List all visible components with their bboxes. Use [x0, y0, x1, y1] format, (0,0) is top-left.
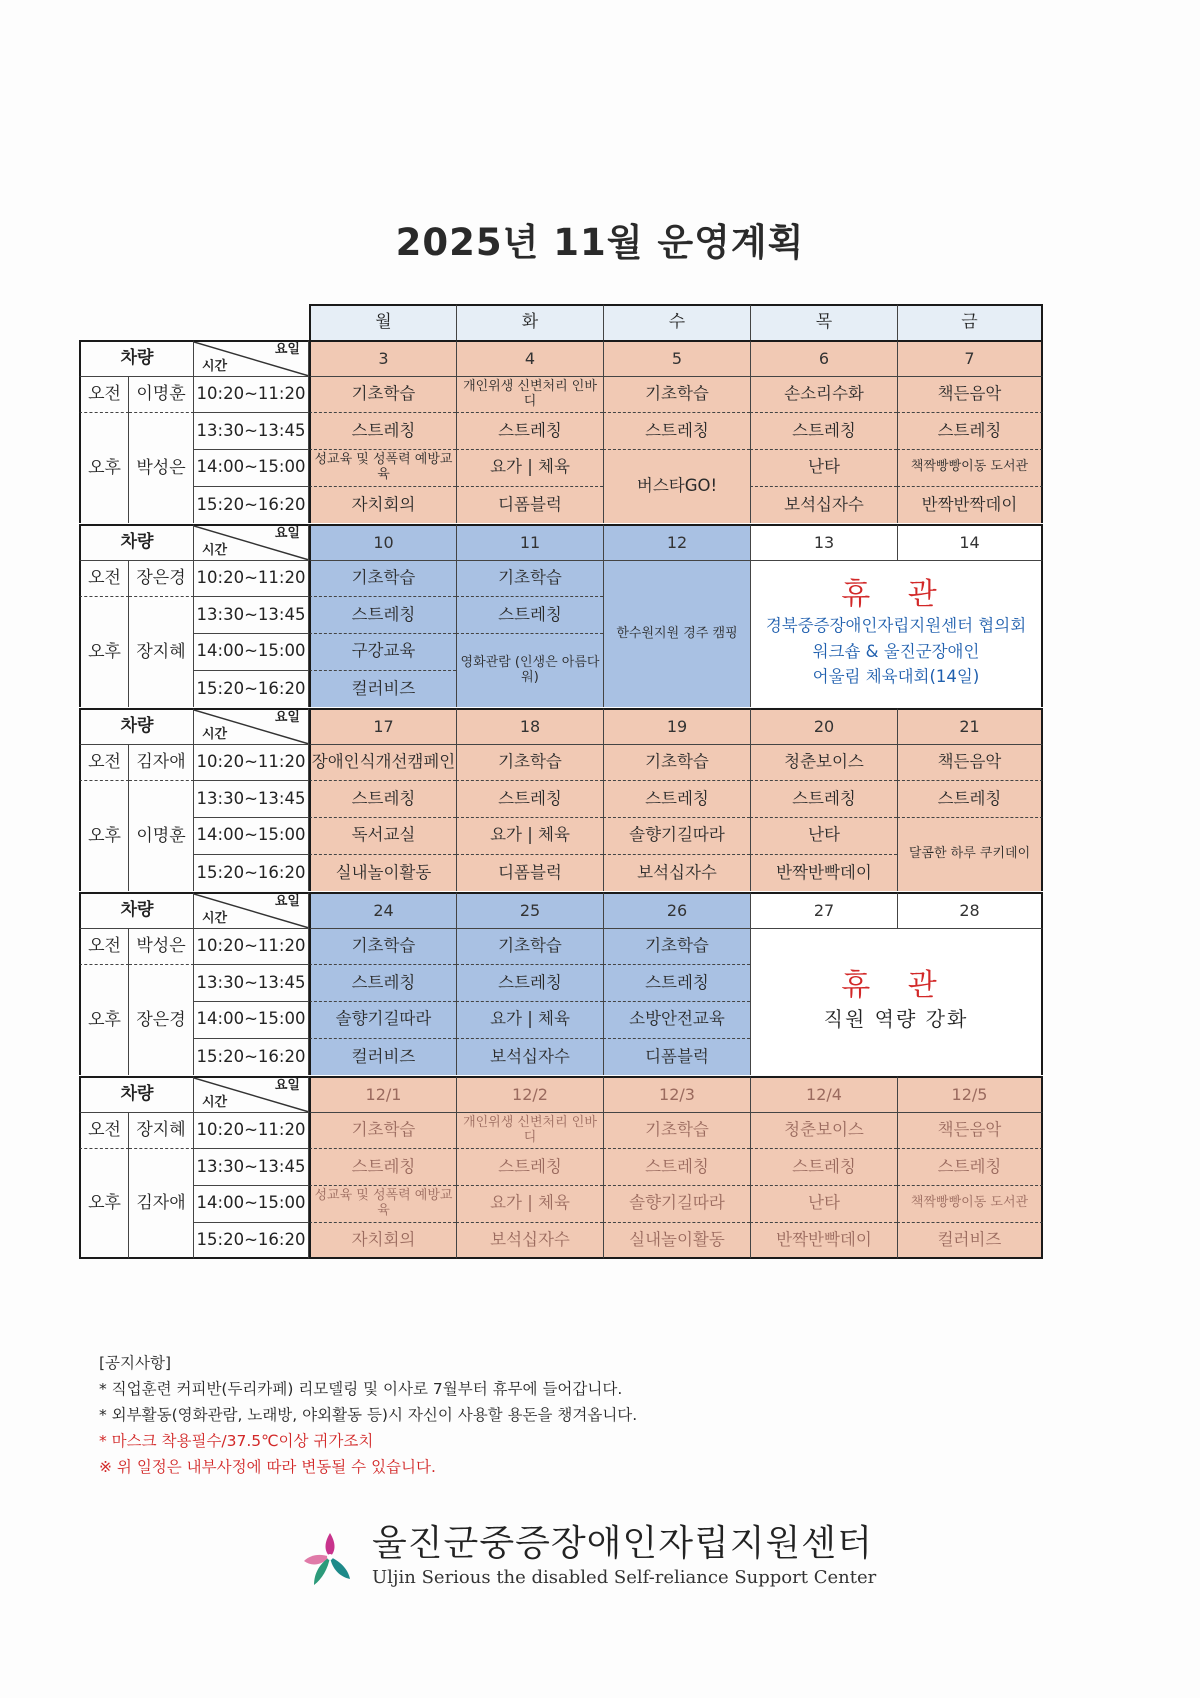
date-cell: 24	[309, 892, 456, 929]
activity-cell: 스트레칭	[309, 1149, 456, 1186]
activity-cell: 기초학습	[456, 561, 603, 598]
activity-cell: 스트레칭	[897, 1149, 1043, 1186]
date-cell: 14	[897, 524, 1043, 561]
activity-cell: 스트레칭	[750, 781, 897, 818]
activity-cell: 책짝빵빵이동 도서관	[897, 450, 1043, 487]
date-cell: 27	[750, 892, 897, 929]
time-slot: 13:30~13:45	[194, 413, 309, 450]
activity-cell: 성교육 및 성폭력 예방교육	[309, 450, 456, 487]
weekday-header: 수	[603, 304, 750, 340]
day-label: 요일	[274, 710, 300, 725]
am-label: 오전	[79, 745, 129, 782]
activity-cell: 개인위생 신변처리 인바디	[456, 1113, 603, 1150]
activity-cell: 솔향기길따라	[603, 1186, 750, 1223]
am-label: 오전	[79, 929, 129, 966]
activity-cell: 책든음악	[897, 1113, 1043, 1150]
activity-cell: 디폼블럭	[603, 1039, 750, 1076]
notice-item: * 외부활동(영화관람, 노래방, 야외활동 등)시 자신이 사용할 용돈을 챙겨옵니다.	[99, 1406, 638, 1424]
weekday-header: 금	[897, 304, 1043, 340]
date-cell: 28	[897, 892, 1043, 929]
time-slot: 13:30~13:45	[194, 781, 309, 818]
activity-cell: 책든음악	[897, 745, 1043, 782]
time-slot: 14:00~15:00	[194, 818, 309, 855]
activity-cell: 한수원지원 경주 캠핑	[603, 561, 750, 708]
schedule-table	[79, 304, 1122, 1329]
activity-cell: 컬러비즈	[897, 1223, 1043, 1260]
time-slot: 14:00~15:00	[194, 634, 309, 671]
pm-label: 오후	[79, 781, 129, 891]
activity-cell: 스트레칭	[897, 413, 1043, 450]
pm-driver: 이명훈	[129, 781, 194, 891]
activity-cell: 컬러비즈	[309, 1039, 456, 1076]
time-slot: 13:30~13:45	[194, 1149, 309, 1186]
activity-cell: 자치회의	[309, 1223, 456, 1260]
date-cell: 19	[603, 708, 750, 745]
page-title: 2025년 11월 운영계획	[395, 221, 805, 264]
date-cell: 4	[456, 340, 603, 377]
activity-cell: 손소리수화	[750, 377, 897, 414]
time-slot: 14:00~15:00	[194, 1002, 309, 1039]
activity-cell: 스트레칭	[603, 413, 750, 450]
closure-note: 직원 역량 강화	[823, 1006, 969, 1031]
date-cell: 26	[603, 892, 750, 929]
date-cell: 12/5	[897, 1076, 1043, 1113]
activity-cell: 요가 | 체육	[456, 450, 603, 487]
date-cell: 25	[456, 892, 603, 929]
activity-cell: 스트레칭	[603, 965, 750, 1002]
activity-cell: 기초학습	[309, 377, 456, 414]
closure-heading: 휴 관	[841, 968, 951, 1004]
date-cell: 12	[603, 524, 750, 561]
pm-label: 오후	[79, 597, 129, 707]
date-cell: 10	[309, 524, 456, 561]
activity-cell: 솔향기길따라	[309, 1002, 456, 1039]
day-label: 요일	[274, 526, 300, 541]
activity-cell: 기초학습	[309, 1113, 456, 1150]
activity-cell: 기초학습	[603, 745, 750, 782]
activity-cell: 요가 | 체육	[456, 1002, 603, 1039]
activity-cell: 스트레칭	[603, 1149, 750, 1186]
day-time-header	[194, 340, 309, 377]
time-slot: 10:20~11:20	[194, 377, 309, 414]
time-slot: 15:20~16:20	[194, 671, 309, 708]
closure-note: 워크숍 & 울진군장애인	[812, 641, 980, 661]
activity-cell: 책든음악	[897, 377, 1043, 414]
notice-heading: [공지사항]	[99, 1354, 171, 1372]
date-cell: 6	[750, 340, 897, 377]
closure-heading: 휴 관	[841, 577, 951, 613]
time-slot: 13:30~13:45	[194, 597, 309, 634]
activity-cell: 스트레칭	[309, 781, 456, 818]
activity-cell: 소방안전교육	[603, 1002, 750, 1039]
am-label: 오전	[79, 561, 129, 598]
time-slot: 14:00~15:00	[194, 450, 309, 487]
activity-cell: 난타	[750, 818, 897, 855]
vehicle-label: 차량	[79, 340, 194, 377]
activity-cell: 기초학습	[309, 561, 456, 598]
day-time-header	[194, 892, 309, 929]
time-slot: 10:20~11:20	[194, 929, 309, 966]
am-label: 오전	[79, 1113, 129, 1150]
activity-cell: 스트레칭	[456, 597, 603, 634]
closure-block	[750, 929, 1043, 1076]
closure-block	[750, 561, 1043, 708]
day-time-header	[194, 1076, 309, 1113]
activity-cell: 기초학습	[603, 929, 750, 966]
activity-cell: 실내놀이활동	[603, 1223, 750, 1260]
day-label: 요일	[274, 1078, 300, 1093]
activity-cell: 난타	[750, 1186, 897, 1223]
date-cell: 12/1	[309, 1076, 456, 1113]
am-driver: 김자애	[129, 745, 194, 782]
activity-cell: 개인위생 신변처리 인바디	[456, 377, 603, 414]
activity-cell: 기초학습	[456, 929, 603, 966]
date-cell: 12/2	[456, 1076, 603, 1113]
activity-cell: 스트레칭	[897, 781, 1043, 818]
activity-cell: 솔향기길따라	[603, 818, 750, 855]
activity-cell: 난타	[750, 450, 897, 487]
activity-cell: 요가 | 체육	[456, 818, 603, 855]
activity-cell: 청춘보이스	[750, 1113, 897, 1150]
activity-cell: 실내놀이활동	[309, 855, 456, 892]
time-label: 시간	[202, 542, 228, 558]
date-cell: 20	[750, 708, 897, 745]
activity-cell: 기초학습	[456, 745, 603, 782]
date-cell: 11	[456, 524, 603, 561]
activity-cell: 구강교육	[309, 634, 456, 671]
time-slot: 10:20~11:20	[194, 745, 309, 782]
notice-item: * 직업훈련 커피반(두리카페) 리모델링 및 이사로 7월부터 휴무에 들어갑니다.	[99, 1380, 623, 1398]
activity-cell: 버스타GO!	[603, 450, 750, 523]
activity-cell: 디폼블럭	[456, 487, 603, 524]
activity-cell: 기초학습	[603, 377, 750, 414]
time-slot: 14:00~15:00	[194, 1186, 309, 1223]
activity-cell: 독서교실	[309, 818, 456, 855]
weekday-header: 월	[309, 304, 456, 340]
activity-cell: 달콤한 하루 쿠키데이	[897, 818, 1043, 891]
activity-cell: 보석십자수	[456, 1039, 603, 1076]
activity-cell: 기초학습	[309, 929, 456, 966]
time-label: 시간	[202, 726, 228, 742]
activity-cell: 요가 | 체육	[456, 1186, 603, 1223]
am-driver: 이명훈	[129, 377, 194, 414]
activity-cell: 디폼블럭	[456, 855, 603, 892]
vehicle-label: 차량	[79, 1076, 194, 1113]
activity-cell: 스트레칭	[603, 781, 750, 818]
activity-cell: 스트레칭	[750, 1149, 897, 1186]
date-cell: 3	[309, 340, 456, 377]
pm-label: 오후	[79, 413, 129, 523]
activity-cell: 반짝반빡데이	[750, 855, 897, 892]
activity-cell: 성교육 및 성폭력 예방교육	[309, 1186, 456, 1223]
notice-item: ※ 위 일정은 내부사정에 따라 변동될 수 있습니다.	[99, 1458, 436, 1476]
date-cell: 7	[897, 340, 1043, 377]
activity-cell: 기초학습	[603, 1113, 750, 1150]
activity-cell: 반짝반빡데이	[750, 1223, 897, 1260]
activity-cell: 스트레칭	[309, 965, 456, 1002]
time-label: 시간	[202, 910, 228, 926]
pm-driver: 박성은	[129, 413, 194, 523]
day-label: 요일	[274, 342, 300, 357]
time-slot: 15:20~16:20	[194, 855, 309, 892]
activity-cell: 스트레칭	[456, 413, 603, 450]
pm-label: 오후	[79, 1149, 129, 1259]
activity-cell: 자치회의	[309, 487, 456, 524]
activity-cell: 청춘보이스	[750, 745, 897, 782]
time-slot: 15:20~16:20	[194, 1039, 309, 1076]
activity-cell: 스트레칭	[309, 597, 456, 634]
date-cell: 21	[897, 708, 1043, 745]
activity-cell: 반짝반짝데이	[897, 487, 1043, 524]
date-cell: 5	[603, 340, 750, 377]
date-cell: 12/3	[603, 1076, 750, 1113]
am-label: 오전	[79, 377, 129, 414]
activity-cell: 스트레칭	[456, 1149, 603, 1186]
activity-cell: 보석십자수	[456, 1223, 603, 1260]
activity-cell: 스트레칭	[456, 781, 603, 818]
date-cell: 13	[750, 524, 897, 561]
vehicle-label: 차량	[79, 892, 194, 929]
am-driver: 장지혜	[129, 1113, 194, 1150]
time-slot: 10:20~11:20	[194, 1113, 309, 1150]
closure-note: 어울림 체육대회(14일)	[812, 667, 980, 687]
day-label: 요일	[274, 894, 300, 909]
time-slot: 15:20~16:20	[194, 1223, 309, 1260]
closure-note: 경북중증장애인자립지원센터 협의회	[765, 615, 1027, 635]
activity-cell: 보석십자수	[750, 487, 897, 524]
activity-cell: 영화관람 (인생은 아름다워)	[456, 634, 603, 707]
day-time-header	[194, 708, 309, 745]
time-slot: 10:20~11:20	[194, 561, 309, 598]
activity-cell: 스트레칭	[456, 965, 603, 1002]
activity-cell: 컬러비즈	[309, 671, 456, 708]
pm-driver: 장지혜	[129, 597, 194, 707]
notices	[99, 1350, 637, 1480]
center-subtitle: Uljin Serious the disabled Self-reliance Support Center	[372, 1567, 877, 1588]
activity-cell: 스트레칭	[309, 413, 456, 450]
date-cell: 17	[309, 708, 456, 745]
vehicle-label: 차량	[79, 524, 194, 561]
time-slot: 15:20~16:20	[194, 487, 309, 524]
center-emblem-icon	[298, 1525, 362, 1595]
time-slot: 13:30~13:45	[194, 965, 309, 1002]
weekday-header: 목	[750, 304, 897, 340]
activity-cell: 보석십자수	[603, 855, 750, 892]
weekday-header: 화	[456, 304, 603, 340]
date-cell: 18	[456, 708, 603, 745]
center-logo	[298, 1515, 918, 1605]
time-label: 시간	[202, 1094, 228, 1110]
notice-item: * 마스크 착용필수/37.5℃이상 귀가조치	[99, 1432, 374, 1450]
activity-cell: 책짝빵빵이동 도서관	[897, 1186, 1043, 1223]
pm-driver: 김자애	[129, 1149, 194, 1259]
center-name: 울진군중증장애인자립지원센터	[372, 1523, 873, 1564]
vehicle-label: 차량	[79, 708, 194, 745]
time-label: 시간	[202, 358, 228, 374]
am-driver: 박성은	[129, 929, 194, 966]
date-cell: 12/4	[750, 1076, 897, 1113]
day-time-header	[194, 524, 309, 561]
am-driver: 장은경	[129, 561, 194, 598]
activity-cell: 스트레칭	[750, 413, 897, 450]
pm-driver: 장은경	[129, 965, 194, 1075]
pm-label: 오후	[79, 965, 129, 1075]
activity-cell: 장애인식개선캠페인	[309, 745, 456, 782]
